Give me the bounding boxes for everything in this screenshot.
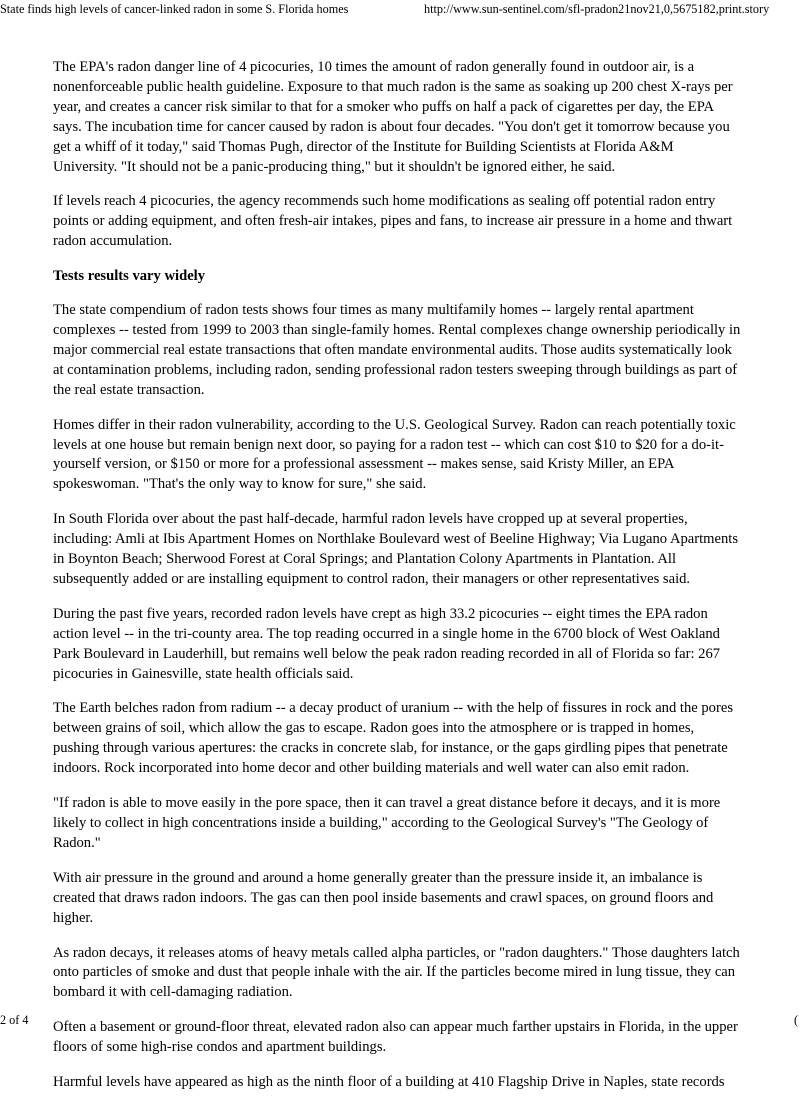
paragraph: During the past five years, recorded radon levels have crept as high 33.2 picocuries -- eight times the EPA radon action level -- in the tri-county area. The top reading occurred in a single home in the 6700 block of West Oakland Park Boulevard in Lauderhill, but remains well below the peak radon reading recorded in all of Florida so far: 267 picocuries in Gainesville, state health officials said. [53, 605, 721, 682]
paragraph: In South Florida over about the past half-decade, harmful radon levels have cropped up at several properties, including: Amli at Ibis Apartment Homes on Northlake Boulevard west of Beeline Highway; Via Lugano Apartments in Boynton Beach; Sherwood Forest at Coral Springs; and Plantation Colony Apartments in Plantation. All subsequently added or are installing equipment to control radon, their managers or other representatives said. [53, 511, 739, 587]
paragraph: Harmful levels have appeared as high as the ninth floor of a building at 410 Flagship Drive in Naples, state records [53, 1074, 725, 1091]
paragraph: The EPA's radon danger line of 4 picocuries, 10 times the amount of radon generally found in outdoor air, is a nonenforceable public health guideline. Exposure to that much radon is the same as soaking up 200 chest X-rays per year, and creates a cancer risk similar to that for a smoker who puffs on half a pack of cigarettes per day, the EPA says. The incubation time for cancer caused by radon is about four decades. "You don't get it tomorrow because you get a whiff of it today," said Thomas Pugh, director of the Institute for Building Scientists at Florida A&M University. "It should not be a panic-producing thing," but it shouldn't be ignored either, he said. [53, 59, 733, 175]
paragraph: As radon decays, it releases atoms of heavy metals called alpha particles, or "radon daughters." Those daughters latch onto particles of smoke and dust that people inhale with the air. If the particles become mired in lung tissue, they can bombard it with cell-damaging radiation. [53, 944, 740, 1001]
paragraph: If levels reach 4 picocuries, the agency recommends such home modifications as sealing off potential radon entry points or adding equipment, and often fresh-air intakes, pipes and fans, to increase air pressure in a home and thwart radon accumulation. [53, 193, 733, 250]
paragraph: "If radon is able to move easily in the pore space, then it can travel a great distance before it decays, and it is more likely to collect in high concentrations inside a building," according to the Geological Survey's "The Geology of Radon." [53, 795, 721, 851]
footer-mark: ( [793, 1013, 798, 1027]
article-body [53, 58, 741, 1108]
header-document-title: State finds high levels of cancer-linked radon in some S. Florida homes [0, 2, 349, 16]
section-subheading: Tests results vary widely [53, 268, 206, 285]
paragraph: The Earth belches radon from radium -- a decay product of uranium -- with the help of fissures in rock and the pores between grains of soil, which allow the gas to escape. Radon goes into the atmosphere or is trapped in homes, pushing through various apertures: the cracks in concrete slab, for instance, or the gaps girdling pipes that penetrate indoors. Rock incorporated into home decor and other building materials and well water can also emit radon. [53, 700, 733, 777]
paragraph: With air pressure in the ground and around a home generally greater than the pressure inside it, an imbalance is created that draws radon indoors. The gas can then pool inside basements and crawl spaces, on ground floors and higher. [53, 869, 714, 926]
page-number: 2 of 4 [0, 1013, 29, 1027]
header-source-url: http://www.sun-sentinel.com/sfl-pradon21nov21,0,5675182,print.story [424, 2, 770, 16]
page-footer [0, 1013, 800, 1029]
paragraph: Often a basement or ground-floor threat, elevated radon also can appear much farther upstairs in Florida, in the upper floors of some high-rise condos and apartment buildings. [53, 1019, 738, 1056]
page-header [0, 0, 800, 22]
paragraph: Homes differ in their radon vulnerability, according to the U.S. Geological Survey. Radon can reach potentially toxic levels at one house but remain benign next door, so paying for a radon test -- which can cost $10 to $20 for a do-it-yourself version, or $150 or more for a professional assessment -- makes sense, said Kristy Miller, an EPA spokeswoman. "That's the only way to know for sure," she said. [53, 416, 736, 493]
paragraph: The state compendium of radon tests shows four times as many multifamily homes -- largely rental apartment complexes -- tested from 1999 to 2003 than single-family homes. Rental complexes change ownership periodically in major commercial real estate transactions that often mandate environmental audits. Those audits systematically look at contamination problems, including radon, sending professional radon testers sweeping through buildings as part of the real estate transaction. [53, 302, 741, 398]
